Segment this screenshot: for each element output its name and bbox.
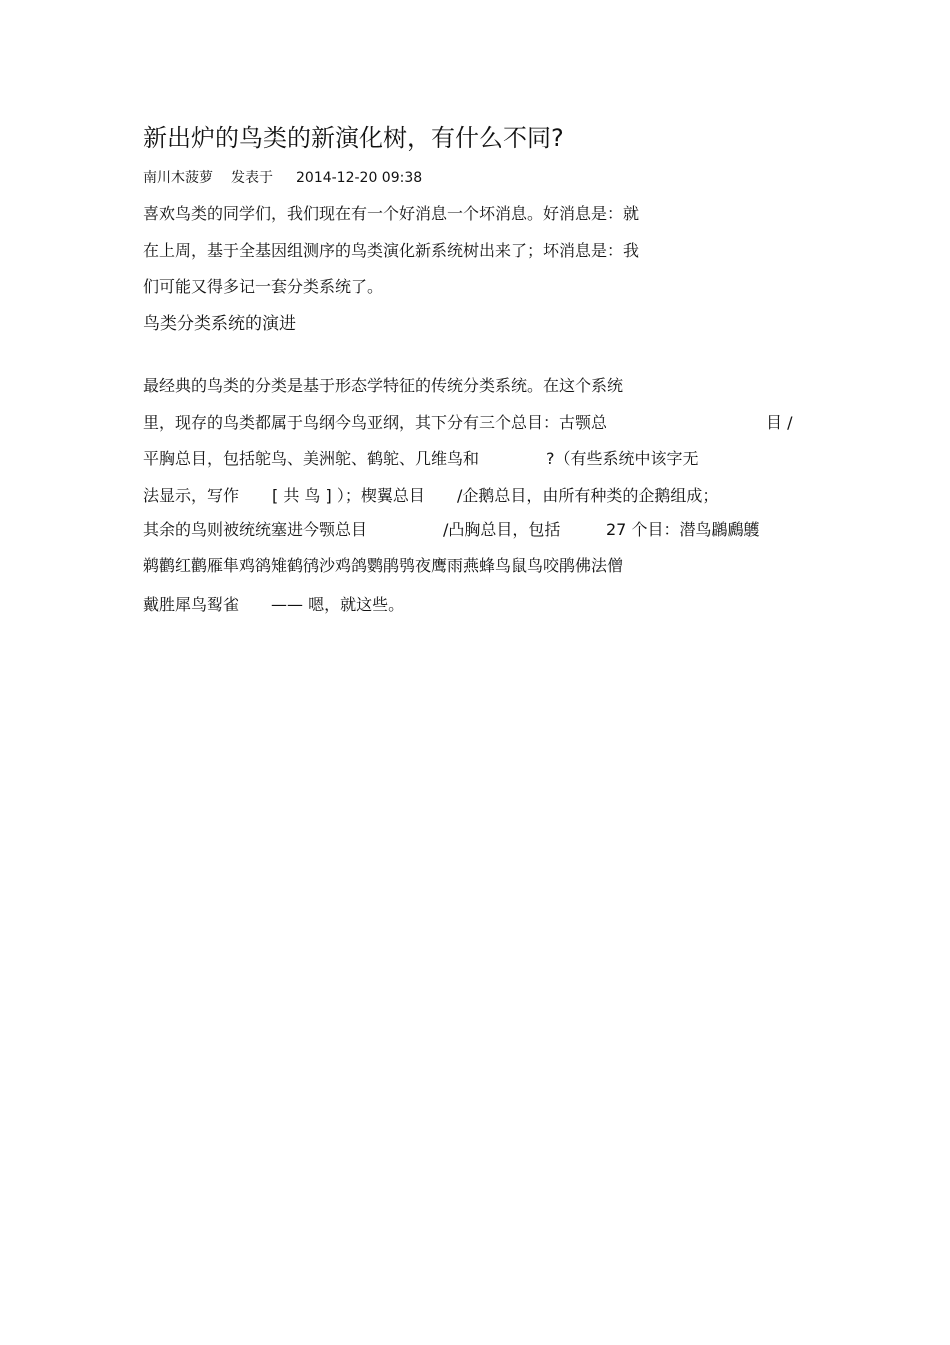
section-line-4c: /企鹅总目，由所有种类的企鹅组成； <box>457 486 719 505</box>
section-line-4a: 法显示，写作 <box>143 486 240 505</box>
posted-label: 发表于 <box>231 170 273 186</box>
intro-line-2: 在上周，基于全基因组测序的鸟类演化新系统树出来了；坏消息是：我 <box>143 241 640 260</box>
section-line-7a: 戴胜犀鸟䴕雀 <box>143 595 240 614</box>
article-title: 新出炉的鸟类的新演化树，有什么不同? <box>143 124 564 152</box>
section-line-2b: 目 / <box>766 413 793 432</box>
intro-line-1: 喜欢鸟类的同学们，我们现在有一个好消息一个坏消息。好消息是：就 <box>143 204 640 223</box>
section-line-6: 鹈鹳红鹳雁隼鸡鹆雉鹤鸻沙鸡鸽鹦鹃鸮夜鹰雨燕蜂鸟鼠鸟咬鹃佛法僧 <box>143 556 624 575</box>
intro-line-3: 们可能又得多记一套分类系统了。 <box>143 277 384 296</box>
author-name: 南川木菠萝 <box>143 170 213 186</box>
section-line-7b: —— 嗯，就这些。 <box>271 595 405 614</box>
section-line-5a: 其余的鸟则被统统塞进今颚总目 <box>143 520 368 539</box>
section-line-5b: /凸胸总目，包括 <box>443 520 561 539</box>
section-line-3b: ?（有些系统中该字无 <box>546 449 699 468</box>
section-line-5c: 27 个目：潜鸟鸊鷉鸌 <box>606 520 760 539</box>
section-heading: 鸟类分类系统的演进 <box>143 314 296 334</box>
section-line-1: 最经典的鸟类的分类是基于形态学特征的传统分类系统。在这个系统 <box>143 376 624 395</box>
post-date: 2014-12-20 09:38 <box>296 170 423 186</box>
section-line-4b: [ 共 鸟 ] ）；楔翼总目 <box>272 486 425 505</box>
section-line-3a: 平胸总目，包括鸵鸟、美洲鸵、鹤鸵、几维鸟和 <box>143 449 480 468</box>
section-line-2a: 里，现存的鸟类都属于鸟纲今鸟亚纲，其下分有三个总目：古颚总 <box>143 413 608 432</box>
